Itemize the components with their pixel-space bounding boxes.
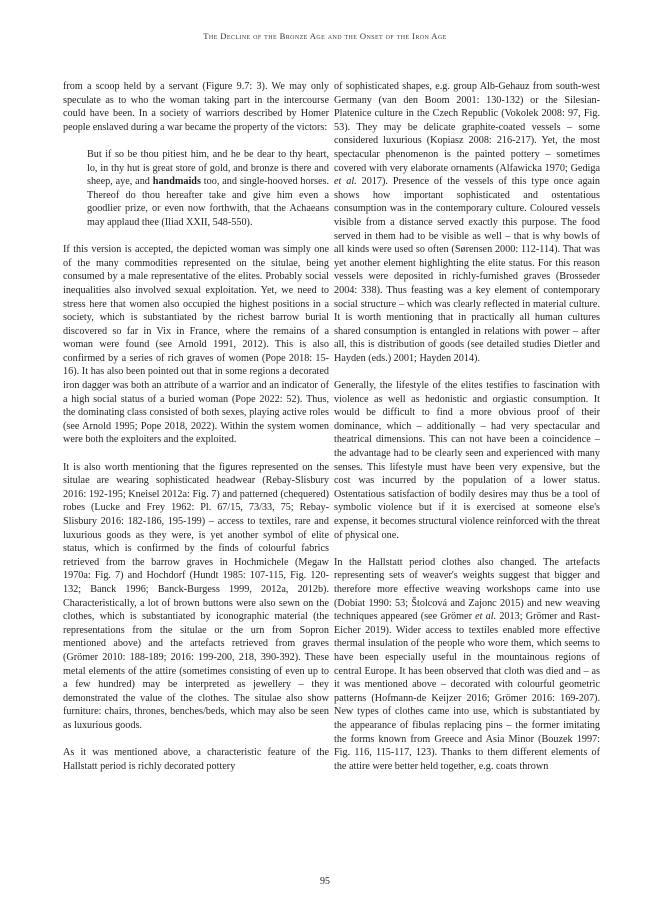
- right-column: [334, 80, 600, 787]
- paragraph: [334, 556, 600, 774]
- block-quote: [87, 148, 329, 230]
- paragraph: [334, 80, 600, 365]
- quote-emphasis: handmaids: [152, 176, 201, 188]
- left-column: [63, 80, 329, 787]
- italic-text: et al.: [475, 611, 497, 623]
- italic-text: et al.: [334, 176, 357, 188]
- paragraph-text: In the Hallstatt period clothes also changed. The artefacts representing sets of weaver's weights suggest that bigger and therefore more effective weaving workshops came into use (Dobiat 1990: 53; Štolcová and Zajonc 2015) and new weaving techniques appeared (see Grömer: [334, 556, 600, 623]
- quote-text: too, and single-hooved horses. Thereof do thou hereafter take and give him even a goodlier prize, or even now forthwith, that the Achaeans may applaud thee (Iliad XXII, 548-550).: [87, 176, 330, 228]
- page-number: 95: [320, 876, 330, 887]
- paragraph-text: 2013; Grömer and Rast-Eicher 2019). Wider access to textiles enabled more effective thermal insulation of the people who wore them, which seems to have been especially useful in the mountainous regions of central Europe. It has been observed that cloth was died and – as it was mentioned above – decorated with colourful geometric patterns (Hofmann-de Keijzer 2016; Grömer 2016: 169-207). New types of clothes came into use, which is substantiated by the appearance of fibulas replacing pins – the former imitating the forms known from Greece and Asia Minor (Bouzek 1997: Fig. 116, 115-117, 123). Thanks to them different elements of the attire were better held together, e.g. coats thrown: [334, 611, 600, 772]
- running-header: The Decline of the Bronze Age and the Onset of the Iron Age: [203, 31, 447, 41]
- paragraph: As it was mentioned above, a characteristic feature of the Hallstatt period is richly decorated pottery: [63, 747, 329, 772]
- quote-text: But if so be thou pitiest him, and he be dear to thy heart, lo, in thy hut is great store of gold, and bronze is there and sheep, aye, and: [87, 148, 329, 188]
- paragraph: Generally, the lifestyle of the elites testifies to fascination with violence as well as hedonistic and orgiastic consumption. It would be difficult to find a more obvious proof of their dominance, which – additionally – had very spectacular and theatrical dimensions. This can not have been a coincidence – the advantage had to be clearly seen and experienced with many senses. This lifestyle must have been very expensive, but the cost was incurred by the population of a lower status. Ostentatious satisfaction of bodily desires may thus be a tool of symbolic violence but if it is exercised at someone else's expense, it becomes structural violence reinforced with the threat of physical one.: [334, 380, 600, 541]
- paragraph-text: of sophisticated shapes, e.g. group Alb-Gehauz from south-west Germany (van den Boom 2001: 130-132) or the Silesian-Platenice culture in the Czech Republic (Vokolek 2008: 97, Fig. 53). They may be delicate graphite-coated vessels – some considered luxurious (Kopiasz 2008: 216-217). Yet, the most spectacular phenomenon is the painted pottery – sometimes covered with very elaborate ornaments (Alfawicka 1970; Gediga: [334, 81, 600, 174]
- paragraph-text: 2017). Presence of the vessels of this type once again shows how important sophisticated and ostentatious consumption was in the contemporary culture. Coloured vessels visible from a distance served exactly this purpose. The food served in them had to be visible as well – that is why bowls of all kinds were used so often (Sørensen 2000: 112-114). That was yet another element highlighting the elite status. For this reason vessels were deposited in richly-furnished graves (Brosseder 2004: 338). Thus feasting was a key element of contemporary social structure – which was clearly reflected in material culture. It is worth mentioning that in practically all human cultures shared consumption is entangled in relations with power – after all, this is distribution of goods (see detailed studies Dietler and Hayden (eds.) 2001; Hayden 2014).: [334, 176, 600, 364]
- paragraph: If this version is accepted, the depicted woman was simply one of the many commodities represented on the situlae, being consumed by a male representative of the elites. Probably social inequalities also involved sexual exploitation. Yet, we need to stress here that women also occupied the highest positions in a society, which is substantiated by the richest barrow burial discovered so far in Vix in France, where the remains of a woman were found (see Arnold 1991, 2012). This is also confirmed by a series of rich graves of women (Pope 2018: 15-16). It has also been pointed out that in some regions a decorated iron dagger was both an attribute of a warrior and an indicator of a high social status of a buried woman (Pope 2022: 52). Thus, the dominating class consisted of both sexes, playing active roles (see Arnold 1995; Pope 2018, 2022). Within the system women were both the exploiters and the exploited.: [63, 244, 329, 446]
- paragraph: It is also worth mentioning that the figures represented on the situlae are wearing sophisticated headwear (Rebay-Slisbury 2016: 192-195; Kneisel 2012a: Fig. 7) and patterned (chequered) robes (Lucke and Frey 1962: Pl. 67/15, 73/33, 75; Rebay-Slisbury 2016: 182-186, 195-199) – access to textiles, rare and luxurious goods as they were, is yet another symbol of elite status, which is confirmed by the finds of colourful fabrics retrieved from the barrow graves in Hochmichele (Megaw 1970a: Fig. 7) and Hochdorf (Hundt 1985: 107-115, Fig. 120-132; Banck 1996; Banck-Burgess 1999, 2012a, 2012b). Characteristically, a lot of brown buttons were also sewn on the clothes, which is substantiated by iconographic material (the representations from the situlae or the urn from Sopron mentioned above) and the artefacts retrieved from graves (Grömer 2010: 188-189; 2016: 199-200, 218, 390-392). These metal elements of the attire (sometimes consisting of even up to a few hundred) may be interpreted as jewellery – they demonstrated the value of the clothes. The situlae also show furniture: chairs, thrones, benches/beds, which may also be seen as luxurious goods.: [63, 461, 329, 731]
- paragraph: from a scoop held by a servant (Figure 9.7: 3). We may only speculate as to who the woman taking part in the intercourse could have been. In a society of warriors described by Homer people enslaved during a war became the property of the victors:: [63, 81, 329, 133]
